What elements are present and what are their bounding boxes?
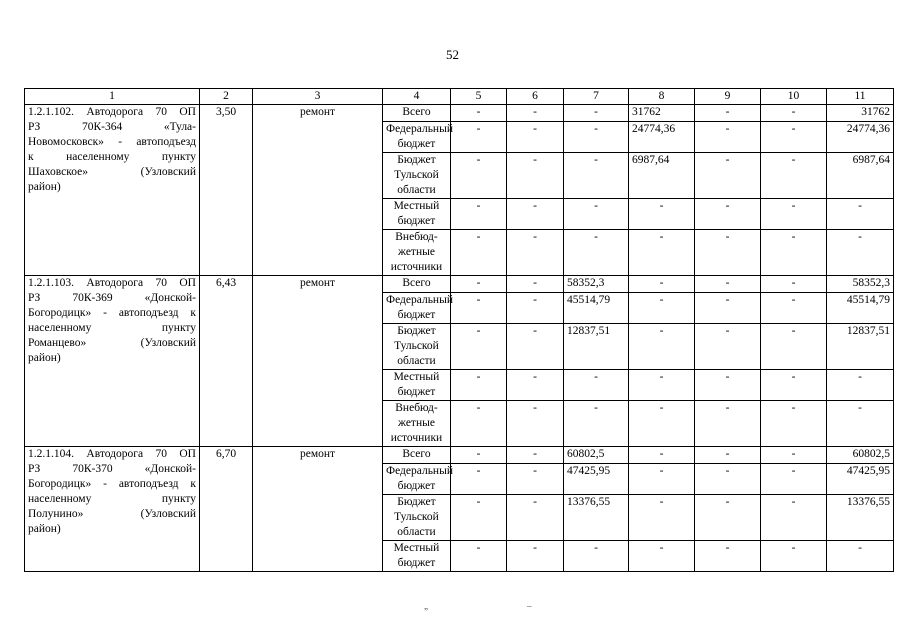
value-cell-c9: - — [695, 230, 761, 276]
value-cell-c10: - — [761, 153, 827, 199]
value-cell-c9: - — [695, 447, 761, 464]
value-cell-c10: - — [761, 276, 827, 293]
value-cell-c7: 58352,3 — [564, 276, 629, 293]
value-cell-c5: - — [451, 464, 507, 495]
value-cell-c11: - — [827, 541, 894, 572]
value-cell-c11: - — [827, 230, 894, 276]
length-cell: 6,70 — [200, 447, 253, 572]
header-cell: 5 — [451, 89, 507, 105]
value-cell-c11: - — [827, 199, 894, 230]
value-cell-c11: 31762 — [827, 105, 894, 122]
value-cell-c8: - — [629, 276, 695, 293]
table-row — [25, 105, 894, 122]
funding-source-cell: Всего — [383, 276, 451, 293]
value-cell-c10: - — [761, 370, 827, 401]
value-cell-c10: - — [761, 447, 827, 464]
object-name-line: РЗ 70К-370 «Донской- — [28, 463, 196, 475]
value-cell-c5: - — [451, 541, 507, 572]
value-cell-c7: 12837,51 — [564, 324, 629, 370]
object-name-line: 1.2.1.102. Автодорога 70 ОП — [28, 106, 196, 118]
value-cell-c5: - — [451, 447, 507, 464]
value-cell-c5: - — [451, 401, 507, 447]
header-cell: 9 — [695, 89, 761, 105]
value-cell-c7: - — [564, 230, 629, 276]
value-cell-c11: 60802,5 — [827, 447, 894, 464]
funding-source-cell: Внебюд-жетные источники — [383, 230, 451, 276]
object-name-line: 1.2.1.103. Автодорога 70 ОП — [28, 277, 196, 289]
value-cell-c10: - — [761, 464, 827, 495]
header-row — [25, 89, 894, 105]
work-type-cell: ремонт — [253, 447, 383, 572]
value-cell-c7: - — [564, 541, 629, 572]
value-cell-c8: - — [629, 370, 695, 401]
object-name-line: населенному пункту — [28, 322, 196, 334]
page-number: 52 — [446, 47, 459, 62]
value-cell-c11: 12837,51 — [827, 324, 894, 370]
value-cell-c8: - — [629, 230, 695, 276]
value-cell-c8: - — [629, 401, 695, 447]
value-cell-c10: - — [761, 293, 827, 324]
value-cell-c6: - — [507, 153, 564, 199]
value-cell-c9: - — [695, 293, 761, 324]
value-cell-c6: - — [507, 464, 564, 495]
budget-table — [24, 88, 894, 572]
value-cell-c9: - — [695, 105, 761, 122]
header-cell: 4 — [383, 89, 451, 105]
header-cell: 7 — [564, 89, 629, 105]
value-cell-c6: - — [507, 401, 564, 447]
value-cell-c5: - — [451, 324, 507, 370]
value-cell-c11: 6987,64 — [827, 153, 894, 199]
object-name-line: 1.2.1.104. Автодорога 70 ОП — [28, 448, 196, 460]
value-cell-c6: - — [507, 370, 564, 401]
object-name-line: район) — [28, 352, 61, 364]
value-cell-c9: - — [695, 370, 761, 401]
footer-marks — [0, 601, 905, 611]
object-name-cell — [25, 276, 200, 447]
header-cell: 1 — [25, 89, 200, 105]
value-cell-c7: - — [564, 370, 629, 401]
value-cell-c10: - — [761, 199, 827, 230]
value-cell-c11: 13376,55 — [827, 495, 894, 541]
scan-mark: – — [527, 601, 532, 611]
value-cell-c5: - — [451, 153, 507, 199]
value-cell-c11: - — [827, 370, 894, 401]
work-type-cell: ремонт — [253, 276, 383, 447]
value-cell-c9: - — [695, 495, 761, 541]
funding-source-cell: Федеральный бюджет — [383, 122, 451, 153]
header-cell: 2 — [200, 89, 253, 105]
value-cell-c7: - — [564, 153, 629, 199]
value-cell-c8: - — [629, 541, 695, 572]
value-cell-c7: 47425,95 — [564, 464, 629, 495]
length-cell: 3,50 — [200, 105, 253, 276]
value-cell-c10: - — [761, 122, 827, 153]
value-cell-c10: - — [761, 324, 827, 370]
value-cell-c8: - — [629, 293, 695, 324]
value-cell-c7: 13376,55 — [564, 495, 629, 541]
value-cell-c11: - — [827, 401, 894, 447]
funding-source-cell: Бюджет Тульской области — [383, 324, 451, 370]
value-cell-c5: - — [451, 122, 507, 153]
header-cell: 10 — [761, 89, 827, 105]
value-cell-c7: - — [564, 105, 629, 122]
value-cell-c8: - — [629, 495, 695, 541]
header-cell: 11 — [827, 89, 894, 105]
value-cell-c8: - — [629, 324, 695, 370]
value-cell-c6: - — [507, 447, 564, 464]
value-cell-c6: - — [507, 276, 564, 293]
header-cell: 6 — [507, 89, 564, 105]
value-cell-c5: - — [451, 230, 507, 276]
value-cell-c11: 58352,3 — [827, 276, 894, 293]
value-cell-c10: - — [761, 230, 827, 276]
funding-source-cell: Бюджет Тульской области — [383, 495, 451, 541]
object-name-line: к населенному пункту — [28, 151, 196, 163]
value-cell-c11: 45514,79 — [827, 293, 894, 324]
value-cell-c6: - — [507, 105, 564, 122]
value-cell-c8: 6987,64 — [629, 153, 695, 199]
value-cell-c9: - — [695, 276, 761, 293]
value-cell-c7: 60802,5 — [564, 447, 629, 464]
funding-source-cell: Бюджет Тульской области — [383, 153, 451, 199]
funding-source-cell: Федеральный бюджет — [383, 464, 451, 495]
value-cell-c6: - — [507, 324, 564, 370]
value-cell-c6: - — [507, 293, 564, 324]
scan-mark: „ — [424, 601, 428, 611]
value-cell-c9: - — [695, 401, 761, 447]
funding-source-cell: Местный бюджет — [383, 199, 451, 230]
funding-source-cell: Всего — [383, 447, 451, 464]
value-cell-c7: 45514,79 — [564, 293, 629, 324]
value-cell-c9: - — [695, 541, 761, 572]
value-cell-c5: - — [451, 199, 507, 230]
value-cell-c11: 47425,95 — [827, 464, 894, 495]
object-name-line: Богородицк» - автоподъезд к — [28, 307, 196, 319]
value-cell-c8: - — [629, 447, 695, 464]
object-name-line: район) — [28, 181, 61, 193]
object-name-line: район) — [28, 523, 61, 535]
funding-source-cell: Внебюд-жетные источники — [383, 401, 451, 447]
value-cell-c7: - — [564, 122, 629, 153]
value-cell-c10: - — [761, 105, 827, 122]
object-name-line: Шаховское» (Узловский — [28, 166, 196, 178]
value-cell-c8: 24774,36 — [629, 122, 695, 153]
value-cell-c10: - — [761, 541, 827, 572]
value-cell-c8: - — [629, 199, 695, 230]
value-cell-c5: - — [451, 370, 507, 401]
object-name-line: населенному пункту — [28, 493, 196, 505]
funding-source-cell: Местный бюджет — [383, 541, 451, 572]
object-name-line: Романцево» (Узловский — [28, 337, 196, 349]
header-cell: 8 — [629, 89, 695, 105]
value-cell-c6: - — [507, 122, 564, 153]
object-name-line: Полунино» (Узловский — [28, 508, 196, 520]
length-cell: 6,43 — [200, 276, 253, 447]
value-cell-c9: - — [695, 199, 761, 230]
value-cell-c11: 24774,36 — [827, 122, 894, 153]
value-cell-c6: - — [507, 230, 564, 276]
value-cell-c6: - — [507, 495, 564, 541]
object-name-line: РЗ 70К-369 «Донской- — [28, 292, 196, 304]
object-name-cell — [25, 447, 200, 572]
value-cell-c9: - — [695, 324, 761, 370]
value-cell-c6: - — [507, 199, 564, 230]
object-name-line: РЗ 70К-364 «Тула- — [28, 121, 196, 133]
work-type-cell: ремонт — [253, 105, 383, 276]
value-cell-c10: - — [761, 401, 827, 447]
value-cell-c9: - — [695, 122, 761, 153]
value-cell-c9: - — [695, 464, 761, 495]
value-cell-c5: - — [451, 293, 507, 324]
header-cell: 3 — [253, 89, 383, 105]
value-cell-c8: - — [629, 464, 695, 495]
funding-source-cell: Местный бюджет — [383, 370, 451, 401]
funding-source-cell: Всего — [383, 105, 451, 122]
value-cell-c5: - — [451, 276, 507, 293]
object-name-line: Новомосковск» - автоподъезд — [28, 136, 196, 148]
value-cell-c10: - — [761, 495, 827, 541]
value-cell-c9: - — [695, 153, 761, 199]
table-row — [25, 447, 894, 464]
value-cell-c6: - — [507, 541, 564, 572]
value-cell-c7: - — [564, 401, 629, 447]
funding-source-cell: Федеральный бюджет — [383, 293, 451, 324]
table-body — [25, 105, 894, 572]
value-cell-c5: - — [451, 105, 507, 122]
value-cell-c5: - — [451, 495, 507, 541]
object-name-line: Богородицк» - автоподъезд к — [28, 478, 196, 490]
table-row — [25, 276, 894, 293]
value-cell-c7: - — [564, 199, 629, 230]
object-name-cell — [25, 105, 200, 276]
value-cell-c8: 31762 — [629, 105, 695, 122]
